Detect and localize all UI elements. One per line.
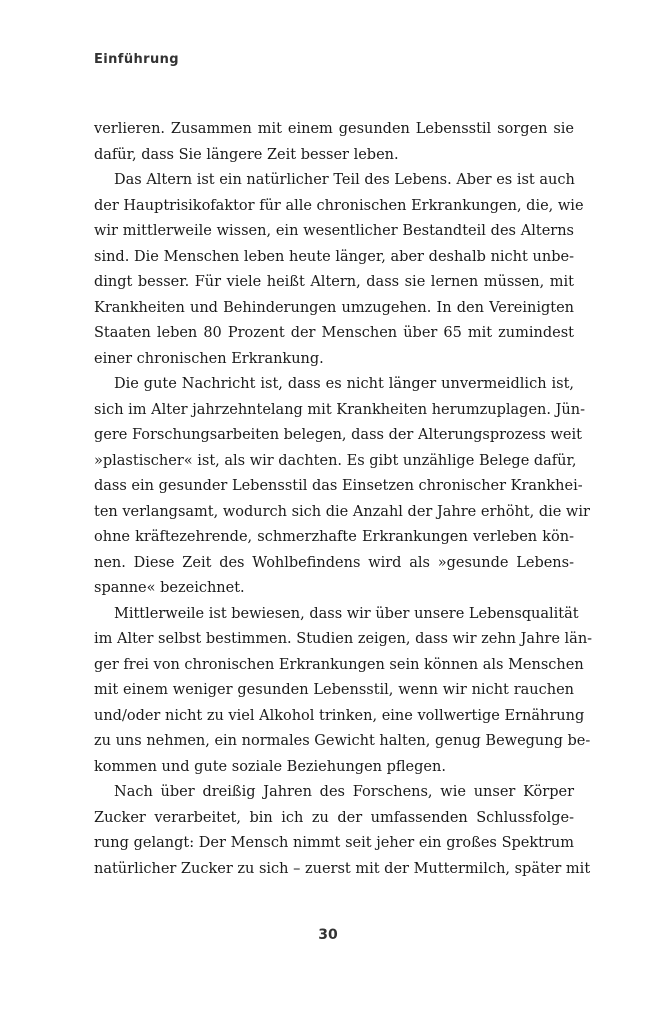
text-line: kommen und gute soziale Beziehungen pflegen. bbox=[94, 758, 446, 775]
text-line: dingt besser. Für viele heißt Altern, dass sie lernen müssen, mit bbox=[94, 274, 574, 290]
paragraph bbox=[94, 780, 591, 882]
text-line: zu uns nehmen, ein normales Gewicht halten, genug Bewegung be- bbox=[94, 733, 591, 749]
text-line: Staaten leben 80 Prozent der Menschen über 65 mit zumindest bbox=[94, 325, 574, 341]
text-line: sind. Die Menschen leben heute länger, aber deshalb nicht unbe- bbox=[94, 248, 574, 265]
text-line: dass ein gesunder Lebensstil das Einsetzen chronischer Krankhei- bbox=[94, 478, 583, 494]
text-line: ger frei von chronischen Erkrankungen sein können als Menschen bbox=[94, 656, 584, 673]
text-line: rung gelangt: Der Mensch nimmt seit jeher ein großes Spektrum bbox=[94, 835, 574, 851]
text-line: Die gute Nachricht ist, dass es nicht länger unvermeidlich ist, bbox=[114, 376, 574, 392]
text-line: sich im Alter jahrzehntelang mit Krankheiten herumzuplagen. Jün- bbox=[94, 401, 585, 418]
paragraph bbox=[94, 602, 593, 781]
text-line: dafür, dass Sie längere Zeit besser leben. bbox=[94, 146, 399, 163]
text-line: im Alter selbst bestimmen. Studien zeigen, dass wir zehn Jahre län- bbox=[94, 631, 593, 647]
text-line: natürlicher Zucker zu sich – zuerst mit der Muttermilch, später mit bbox=[94, 860, 591, 877]
text-line: der Hauptrisikofaktor für alle chronischen Erkrankungen, die, wie bbox=[94, 197, 584, 214]
text-line: verlieren. Zusammen mit einem gesunden Lebensstil sorgen sie bbox=[94, 121, 574, 137]
page-number: 30 bbox=[318, 927, 338, 943]
paragraph bbox=[94, 372, 590, 602]
text-line: »plastischer« ist, als wir dachten. Es gibt unzählige Belege dafür, bbox=[94, 452, 577, 469]
text-line: ten verlangsamt, wodurch sich die Anzahl der Jahre erhöht, die wir bbox=[94, 503, 590, 520]
paragraph bbox=[94, 117, 574, 168]
text-line: Zucker verarbeitet, bin ich zu der umfassenden Schlussfolge- bbox=[94, 809, 574, 826]
paragraph bbox=[94, 168, 584, 372]
text-line: Das Altern ist ein natürlicher Teil des Lebens. Aber es ist auch bbox=[114, 172, 575, 188]
running-head: Einführung bbox=[94, 52, 179, 67]
text-line: Krankheiten und Behinderungen umzugehen. In den Vereinigten bbox=[94, 299, 574, 316]
text-line: Mittlerweile ist bewiesen, dass wir über unsere Lebensqualität bbox=[114, 605, 579, 622]
text-line: gere Forschungsarbeiten belegen, dass der Alterungsprozess weit bbox=[94, 427, 582, 443]
text-line: einer chronischen Erkrankung. bbox=[94, 350, 324, 367]
body-text bbox=[94, 117, 593, 882]
text-line: Nach über dreißig Jahren des Forschens, wie unser Körper bbox=[114, 784, 574, 800]
text-line: und/oder nicht zu viel Alkohol trinken, eine vollwertige Ernährung bbox=[94, 707, 585, 724]
text-line: mit einem weniger gesunden Lebensstil, wenn wir nicht rauchen bbox=[94, 682, 574, 698]
text-line: spanne« bezeichnet. bbox=[94, 580, 245, 596]
text-line: wir mittlerweile wissen, ein wesentlicher Bestandteil des Alterns bbox=[94, 223, 574, 239]
text-line: ohne kräftezehrende, schmerzhafte Erkrankungen verleben kön- bbox=[94, 529, 574, 545]
text-line: nen. Diese Zeit des Wohlbefindens wird als »gesunde Lebens- bbox=[94, 554, 574, 571]
